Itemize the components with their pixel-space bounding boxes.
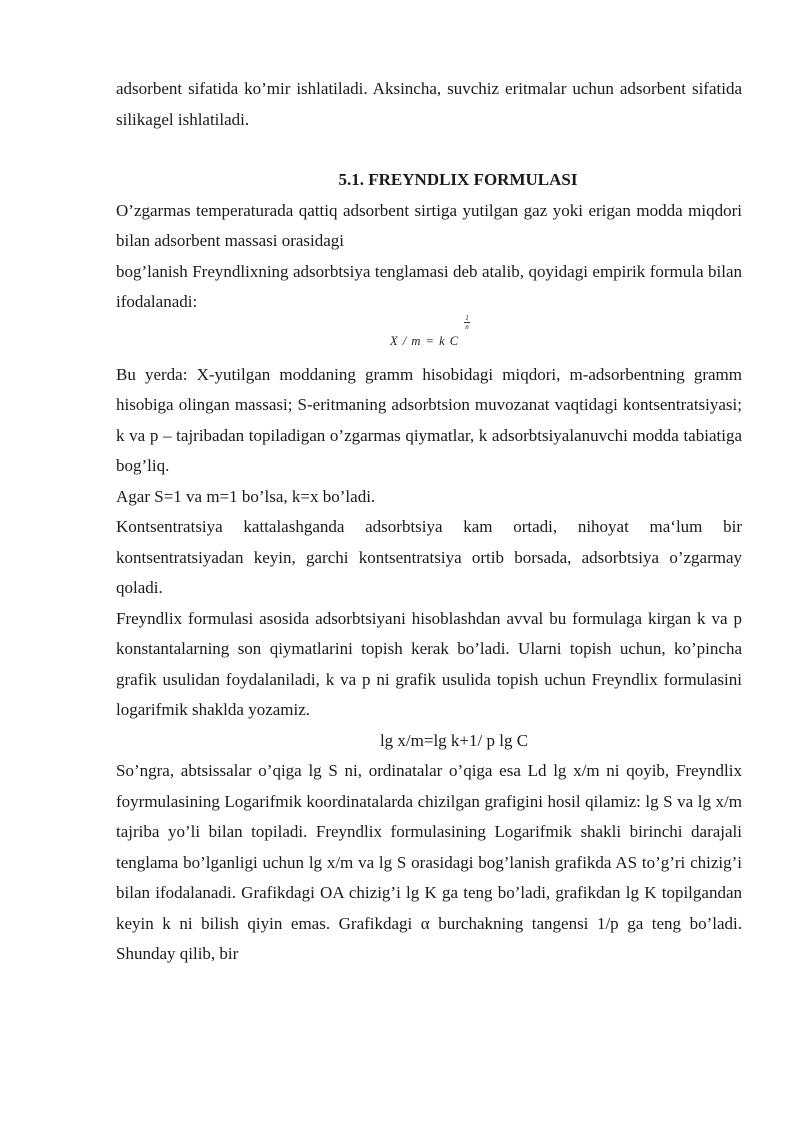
paragraph-definition-2: bog’lanish Freyndlixning adsorbtsiya tenglamasi deb atalib, qoyidagi empirik formula bilan ifodalanadi: xyxy=(116,261,742,311)
paragraph-graph: So’ngra, abtsissalar o’qiga lg S ni, ordinatalar o’qiga esa Ld lg x/m ni qoyib, Freyndlix foyrmulasining Logarifmik koordinatalarda chizilgan grafigini hosil qilamiz: lg S va lg x/m tajriba yo’li bilan topiladi. Freyndlix formulasining Logarifmik shakli birinchi darajali tenglama bo’lganligi uchun lg x/m va lg S orasidagi bog’lanish grafikda AS to’g’ri chizig’i bilan ifodalanadi. Grafikdagi OA chizig’i lg K ga teng bo’ladi, grafikdan lg K topilgandan keyin k ni bilish qiyin emas. Grafikdagi α burchakning tangensi 1/p ga teng bo’ladi. Shunday qilib, bir xyxy=(116,761,742,963)
formula-main: X / m = k C xyxy=(390,333,460,348)
freundlich-formula xyxy=(116,313,742,360)
paragraph-variables: Bu yerda: X-yutilgan moddaning gramm hisobidagi miqdori, m-adsorbentning gramm hisobiga olingan massasi; S-eritmaning adsorbtsion muvozanat vaqtidagi kontsentratsiyasi; k va p – tajribadan topiladigan o’zgarmas qiymatlar, k adsorbtsiyalanuvchi modda tabiatiga bog’liq. xyxy=(116,364,742,475)
paragraph-intro: adsorbent sifatida ko’mir ishlatiladi. Aksincha, suvchiz eritmalar uchun adsorbent sifatida silikagel ishlatiladi. xyxy=(116,79,742,129)
paragraph-concentration: Kontsentratsiya kattalashganda adsorbtsiya kam ortadi, nihoyat ma‘lum bir kontsentratsiyadan keyin, garchi kontsentratsiya ortib borsada, adsorbtsiya o’zgarmay qoladi. xyxy=(116,517,742,597)
log-formula: lg x/m=lg k+1/ p lg C xyxy=(379,730,529,750)
paragraph-agar: Agar S=1 va m=1 bo’lsa, k=x bo’ladi. xyxy=(116,486,376,506)
section-heading: 5.1. FREYNDLIX FORMULASI xyxy=(338,170,578,189)
document-page xyxy=(116,74,742,970)
spacer xyxy=(116,135,742,165)
paragraph-logarithmic: Freyndlix formulasi asosida adsorbtsiyani hisoblashdan avval bu formulaga kirgan k va p konstantalarning son qiymatlarini topish kerak bo’ladi. Ularni topish uchun, ko’pincha grafik usulidan foydalaniladi, k va p ni grafik usulida topish uchun Freyndlix formulasini logarifmik shaklda yozamiz. xyxy=(116,608,742,719)
exponent-denominator: n xyxy=(465,322,469,331)
formula-exponent xyxy=(463,314,471,331)
exponent-numerator: 1 xyxy=(465,313,469,322)
paragraph-definition-1: O’zgarmas temperaturada qattiq adsorbent sirtiga yutilgan gaz yoki erigan modda miqdori bilan adsorbent massasi orasidagi xyxy=(116,200,742,250)
